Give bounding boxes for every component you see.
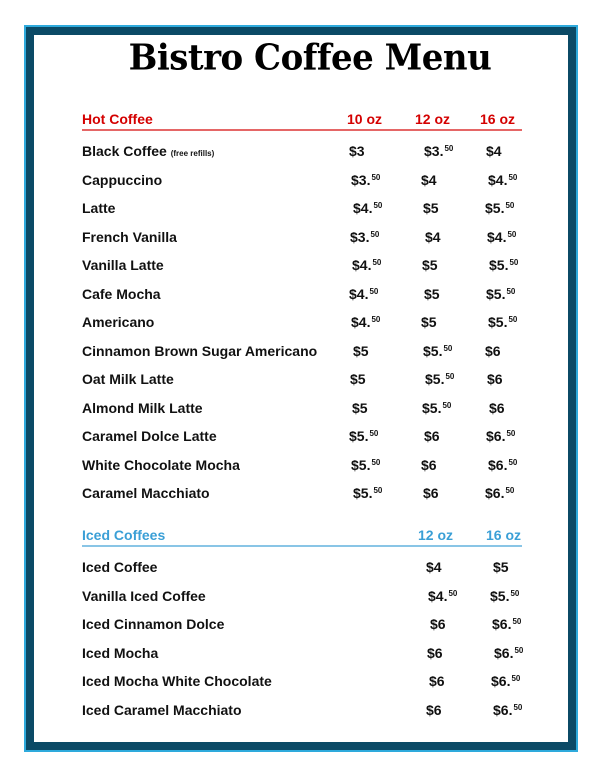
item-price <box>492 616 521 632</box>
item-price <box>351 457 380 473</box>
item-price <box>491 673 520 689</box>
item-name-text: Iced Mocha White Chocolate <box>82 673 272 689</box>
price-dollars: $3. <box>350 228 370 245</box>
price-dollars: $4 <box>425 228 441 245</box>
item-price <box>488 457 517 473</box>
item-price <box>353 343 369 359</box>
header-underline <box>82 545 522 547</box>
item-price <box>486 143 502 159</box>
price-cents: 50 <box>443 343 453 353</box>
iced-header <box>82 527 522 555</box>
price-cents: 50 <box>373 486 383 495</box>
menu-item-row <box>82 225 522 254</box>
item-note: (free refills) <box>170 149 215 158</box>
price-dollars: $5 <box>493 559 509 575</box>
price-cents: 50 <box>508 172 518 182</box>
item-name-text: Iced Mocha <box>82 644 159 661</box>
item-name-text: Black Coffee <box>82 143 167 159</box>
item-price <box>352 257 381 273</box>
item-name-text: French Vanilla <box>82 228 177 245</box>
price-cents: 50 <box>448 588 458 598</box>
item-price <box>426 702 442 718</box>
menu-item-row <box>82 424 522 453</box>
item-name <box>82 400 203 416</box>
item-price <box>488 172 517 188</box>
menu-item-row <box>82 339 522 368</box>
item-price <box>425 229 441 245</box>
price-dollars: $4. <box>488 171 508 188</box>
item-name-text: Vanilla Latte <box>82 257 164 273</box>
menu-item-row <box>82 698 522 727</box>
menu-item-row <box>82 367 522 396</box>
price-dollars: $4. <box>487 228 507 245</box>
price-cents: 50 <box>506 429 516 438</box>
price-dollars: $6. <box>494 644 514 661</box>
item-name-text: Cafe Mocha <box>82 285 161 302</box>
size-header: 12 oz <box>418 527 454 543</box>
size-header: 16 oz <box>480 111 516 127</box>
item-price <box>488 314 517 330</box>
price-cents: 50 <box>371 172 381 182</box>
iced-coffee-section <box>82 527 522 726</box>
item-price <box>425 371 454 387</box>
price-dollars: $6. <box>486 428 506 444</box>
price-cents: 50 <box>373 201 383 210</box>
item-price <box>485 485 514 501</box>
price-dollars: $5 <box>352 399 368 416</box>
item-name-text: White Chocolate Mocha <box>82 456 240 473</box>
item-name <box>82 702 242 718</box>
price-dollars: $6 <box>426 701 442 718</box>
menu-item-row <box>82 282 522 311</box>
item-price <box>421 172 437 188</box>
price-cents: 50 <box>510 588 520 598</box>
item-name <box>82 428 217 444</box>
item-name <box>82 645 158 661</box>
price-dollars: $5. <box>490 587 510 604</box>
price-cents: 50 <box>512 617 522 626</box>
item-price <box>353 485 382 501</box>
item-price <box>493 559 509 575</box>
price-dollars: $3. <box>424 143 444 159</box>
price-dollars: $5. <box>486 285 506 302</box>
price-dollars: $6 <box>489 399 505 416</box>
price-cents: 50 <box>371 315 381 324</box>
price-cents: 50 <box>508 457 518 467</box>
price-cents: 50 <box>369 429 379 438</box>
menu-item-row <box>82 196 522 225</box>
item-price <box>428 588 457 604</box>
price-dollars: $5 <box>353 342 369 359</box>
menu-title: Bistro Coffee Menu <box>128 37 492 79</box>
price-cents: 50 <box>506 286 516 296</box>
price-dollars: $6 <box>429 673 445 689</box>
item-name <box>82 143 214 159</box>
menu-item-row <box>82 612 522 641</box>
item-name-text: Almond Milk Latte <box>82 399 203 416</box>
price-dollars: $6. <box>491 673 511 689</box>
price-cents: 50 <box>369 286 379 296</box>
hot-header <box>82 111 522 139</box>
item-name-text: Caramel Macchiato <box>82 485 210 501</box>
item-name <box>82 343 317 359</box>
item-price <box>486 286 515 302</box>
price-dollars: $5. <box>349 428 369 444</box>
menu-item-row <box>82 481 522 510</box>
price-cents: 50 <box>511 674 521 683</box>
item-name <box>82 229 177 245</box>
price-dollars: $6 <box>427 644 443 661</box>
price-cents: 50 <box>372 258 382 267</box>
item-price <box>423 485 439 501</box>
item-name <box>82 371 174 387</box>
item-price <box>423 200 439 216</box>
item-price <box>421 457 437 473</box>
item-price <box>489 400 505 416</box>
price-dollars: $6. <box>492 616 512 632</box>
menu-item-row <box>82 453 522 482</box>
price-dollars: $5. <box>422 399 442 416</box>
item-name <box>82 673 272 689</box>
price-cents: 50 <box>508 315 518 324</box>
price-dollars: $4. <box>352 257 372 273</box>
price-cents: 50 <box>507 229 517 239</box>
item-name <box>82 172 162 188</box>
item-price <box>487 371 503 387</box>
item-price <box>494 645 523 661</box>
price-cents: 50 <box>514 645 524 655</box>
price-dollars: $5 <box>422 257 438 273</box>
price-dollars: $5 <box>424 285 440 302</box>
item-price <box>353 200 382 216</box>
item-price <box>422 400 451 416</box>
section-label: Hot Coffee <box>82 111 153 127</box>
price-dollars: $4. <box>351 314 371 330</box>
item-name-text: Caramel Dolce Latte <box>82 428 217 444</box>
item-price <box>351 314 380 330</box>
item-name <box>82 286 161 302</box>
item-name-text: Oat Milk Latte <box>82 371 174 387</box>
item-price <box>485 200 514 216</box>
size-header: 10 oz <box>347 111 383 127</box>
item-name-text: Americano <box>82 314 155 330</box>
item-price <box>349 143 365 159</box>
price-dollars: $3. <box>351 171 371 188</box>
menu-item-row <box>82 555 522 584</box>
price-dollars: $4 <box>486 143 502 159</box>
item-price <box>426 559 442 575</box>
menu-item-row <box>82 139 522 168</box>
item-price <box>489 257 518 273</box>
price-dollars: $4. <box>428 587 448 604</box>
price-cents: 50 <box>505 486 515 495</box>
price-dollars: $4. <box>349 285 369 302</box>
item-name <box>82 485 210 501</box>
price-cents: 50 <box>513 702 523 712</box>
price-dollars: $5 <box>423 200 439 216</box>
item-price <box>349 428 378 444</box>
price-dollars: $6. <box>493 701 513 718</box>
item-price <box>424 286 440 302</box>
section-label: Iced Coffees <box>82 527 166 543</box>
header-underline <box>82 129 522 131</box>
item-price <box>350 229 379 245</box>
item-name-text: Cinnamon Brown Sugar Americano <box>82 342 318 359</box>
price-cents: 50 <box>505 201 515 210</box>
price-dollars: $5. <box>353 485 373 501</box>
menu-item-row <box>82 641 522 670</box>
item-name-text: Iced Caramel Macchiato <box>82 701 242 718</box>
item-price <box>485 343 501 359</box>
price-dollars: $5 <box>350 371 366 387</box>
item-price <box>427 645 443 661</box>
item-price <box>350 371 366 387</box>
menu-item-row <box>82 396 522 425</box>
price-dollars: $4 <box>426 559 442 575</box>
price-cents: 50 <box>445 372 455 381</box>
price-dollars: $4 <box>421 171 437 188</box>
item-name-text: Latte <box>82 200 116 216</box>
price-dollars: $6. <box>485 485 505 501</box>
price-dollars: $5 <box>421 314 437 330</box>
item-price <box>423 343 452 359</box>
item-price <box>429 673 445 689</box>
hot-coffee-section <box>82 111 522 510</box>
menu-item-row <box>82 669 522 698</box>
menu-item-row <box>82 584 522 613</box>
price-cents: 50 <box>444 144 454 153</box>
item-price <box>430 616 446 632</box>
item-name-text: Cappuccino <box>82 171 163 188</box>
menu-item-row <box>82 253 522 282</box>
price-dollars: $5. <box>425 371 445 387</box>
item-name-text: Iced Coffee <box>82 559 158 575</box>
item-price <box>493 702 522 718</box>
price-dollars: $6 <box>487 371 503 387</box>
price-cents: 50 <box>371 457 381 467</box>
price-dollars: $5. <box>485 200 505 216</box>
price-dollars: $3 <box>349 143 365 159</box>
price-dollars: $6 <box>423 485 439 501</box>
item-name <box>82 616 224 632</box>
item-name <box>82 559 157 575</box>
item-price <box>486 428 515 444</box>
price-dollars: $6 <box>424 428 440 444</box>
item-price <box>424 428 440 444</box>
item-name <box>82 457 240 473</box>
price-dollars: $6 <box>421 456 437 473</box>
item-price <box>349 286 378 302</box>
price-cents: 50 <box>442 400 452 410</box>
item-name <box>82 588 206 604</box>
item-name-text: Iced Cinnamon Dolce <box>82 616 225 632</box>
item-price <box>422 257 438 273</box>
price-cents: 50 <box>370 229 380 239</box>
item-price <box>487 229 516 245</box>
item-price <box>421 314 437 330</box>
item-price <box>351 172 380 188</box>
menu-item-row <box>82 168 522 197</box>
price-dollars: $5. <box>423 342 443 359</box>
item-name-text: Vanilla Iced Coffee <box>82 587 206 604</box>
price-dollars: $5. <box>351 456 371 473</box>
item-price <box>352 400 368 416</box>
item-name <box>82 257 164 273</box>
price-cents: 50 <box>509 258 519 267</box>
price-dollars: $5. <box>488 314 508 330</box>
price-dollars: $4. <box>353 200 373 216</box>
item-price <box>424 143 453 159</box>
size-header: 16 oz <box>486 527 522 543</box>
item-price <box>490 588 519 604</box>
size-header: 12 oz <box>415 111 451 127</box>
item-name <box>82 314 154 330</box>
price-dollars: $6. <box>488 456 508 473</box>
price-dollars: $5. <box>489 257 509 273</box>
price-dollars: $6 <box>430 616 446 632</box>
price-dollars: $6 <box>485 342 501 359</box>
item-name <box>82 200 115 216</box>
menu-item-row <box>82 310 522 339</box>
